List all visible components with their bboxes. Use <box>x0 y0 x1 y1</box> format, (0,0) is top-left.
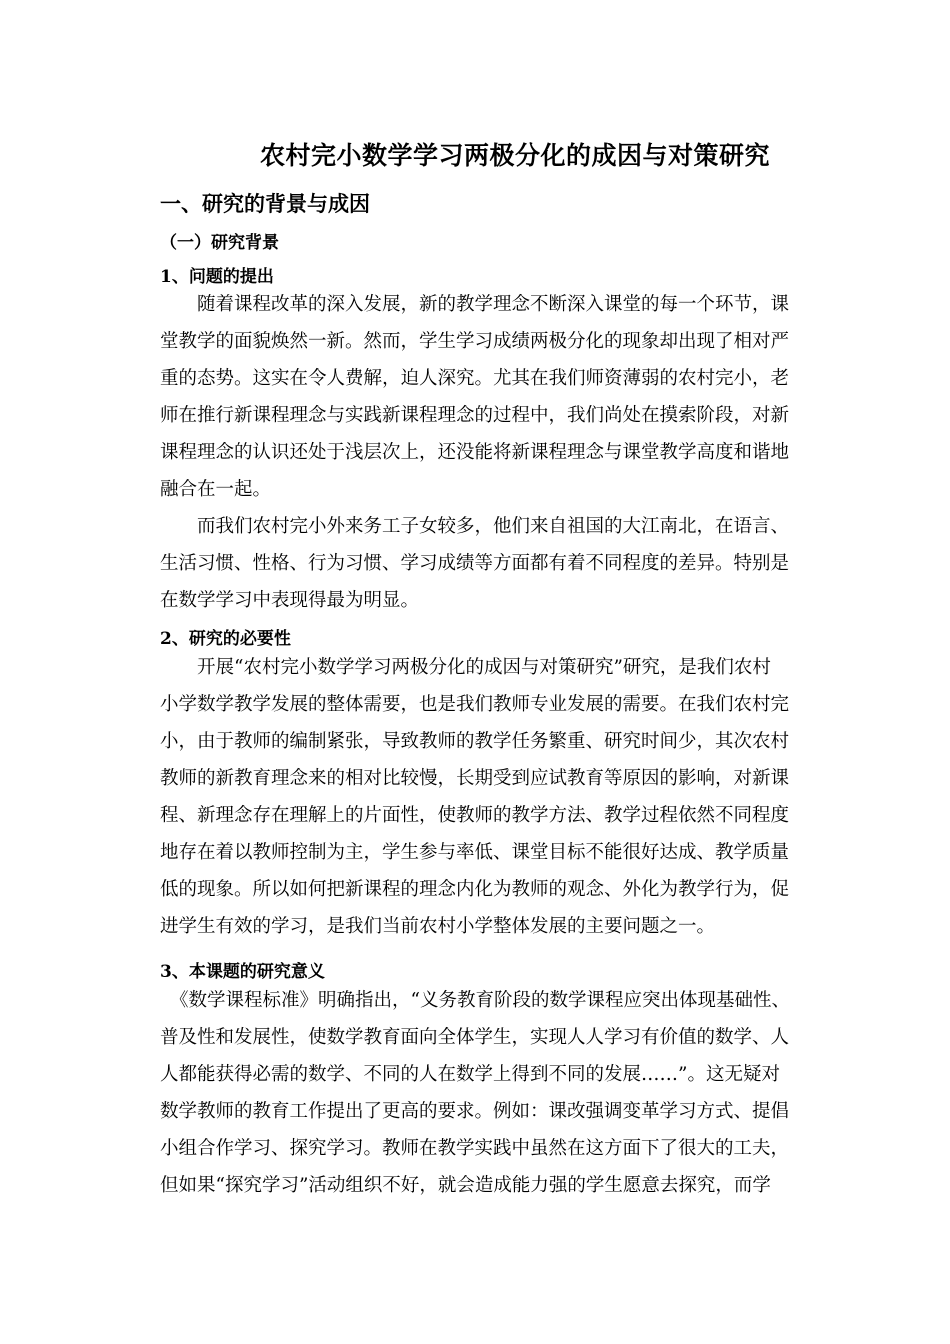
text-line: 但如果“探究学习”活动组织不好，就会造成能力强的学生愿意去探究，而学 <box>160 1175 771 1196</box>
item-heading-necessity: 2、研究的必要性 <box>160 629 291 649</box>
text-line: 低的现象。所以如何把新课程的理念内化为教师的观念、外化为教学行为，促 <box>160 879 790 900</box>
paragraph-problem-2 <box>160 508 820 619</box>
text-line: 融合在一起。 <box>160 479 272 500</box>
paragraph-significance <box>160 982 850 1204</box>
section-heading-1: 一、研究的背景与成因 <box>160 191 370 216</box>
text-line: 教师的新教育理念来的相对比较慢，长期受到应试教育等原因的影响，对新课 <box>160 768 790 789</box>
document-title: 农村完小数学学习两极分化的成因与对策研究 <box>260 141 771 170</box>
text-line: 而我们农村完小外来务工子女较多，他们来自祖国的大江南北，在语言、 <box>197 516 790 537</box>
text-line: 人都能获得必需的数学、不同的人在数学上得到不同的发展……”。这无疑对 <box>160 1064 780 1085</box>
text-line: 堂教学的面貌焕然一新。然而，学生学习成绩两极分化的现象却出现了相对严 <box>160 331 790 352</box>
text-line: 课程理念的认识还处于浅层次上，还没能将新课程理念与课堂教学高度和谐地 <box>160 442 790 463</box>
text-line: 程、新理念存在理解上的片面性，使教师的教学方法、教学过程依然不同程度 <box>160 805 790 826</box>
text-line: 小，由于教师的编制紧张，导致教师的教学任务繁重、研究时间少，其次农村 <box>160 731 790 752</box>
text-line: 随着课程改革的深入发展，新的教学理念不断深入课堂的每一个环节，课 <box>197 294 790 315</box>
paragraph-necessity <box>160 649 820 945</box>
text-line: 小组合作学习、探究学习。教师在教学实践中虽然在这方面下了很大的工夫， <box>160 1138 790 1159</box>
paragraph-problem-1 <box>160 286 820 508</box>
subsection-heading-research-background: （一）研究背景 <box>160 233 279 253</box>
text-line: 地存在着以教师控制为主，学生参与率低、课堂目标不能很好达成、教学质量 <box>160 842 790 863</box>
text-line: 师在推行新课程理念与实践新课程理念的过程中，我们尚处在摸索阶段，对新 <box>160 405 790 426</box>
text-line: 重的态势。这实在令人费解，迫人深究。尤其在我们师资薄弱的农村完小，老 <box>160 368 790 389</box>
text-line: 生活习惯、性格、行为习惯、学习成绩等方面都有着不同程度的差异。特别是 <box>160 553 790 574</box>
text-line: 数学教师的教育工作提出了更高的要求。例如：课改强调变革学习方式、提倡 <box>160 1101 790 1122</box>
text-line: 进学生有效的学习，是我们当前农村小学整体发展的主要问题之一。 <box>160 916 716 937</box>
item-heading-significance: 3、本课题的研究意义 <box>160 962 325 982</box>
text-line: 《数学课程标准》明确指出，“义务教育阶段的数学课程应突出体现基础性、 <box>170 990 790 1011</box>
item-heading-problem: 1、问题的提出 <box>160 267 274 287</box>
text-line: 在数学学习中表现得最为明显。 <box>160 590 420 611</box>
text-line: 小学数学教学发展的整体需要，也是我们教师专业发展的需要。在我们农村完 <box>160 694 790 715</box>
text-line: 开展“农村完小数学学习两极分化的成因与对策研究”研究，是我们农村 <box>197 657 771 678</box>
text-line: 普及性和发展性，使数学教育面向全体学生，实现人人学习有价值的数学、人 <box>160 1027 790 1048</box>
